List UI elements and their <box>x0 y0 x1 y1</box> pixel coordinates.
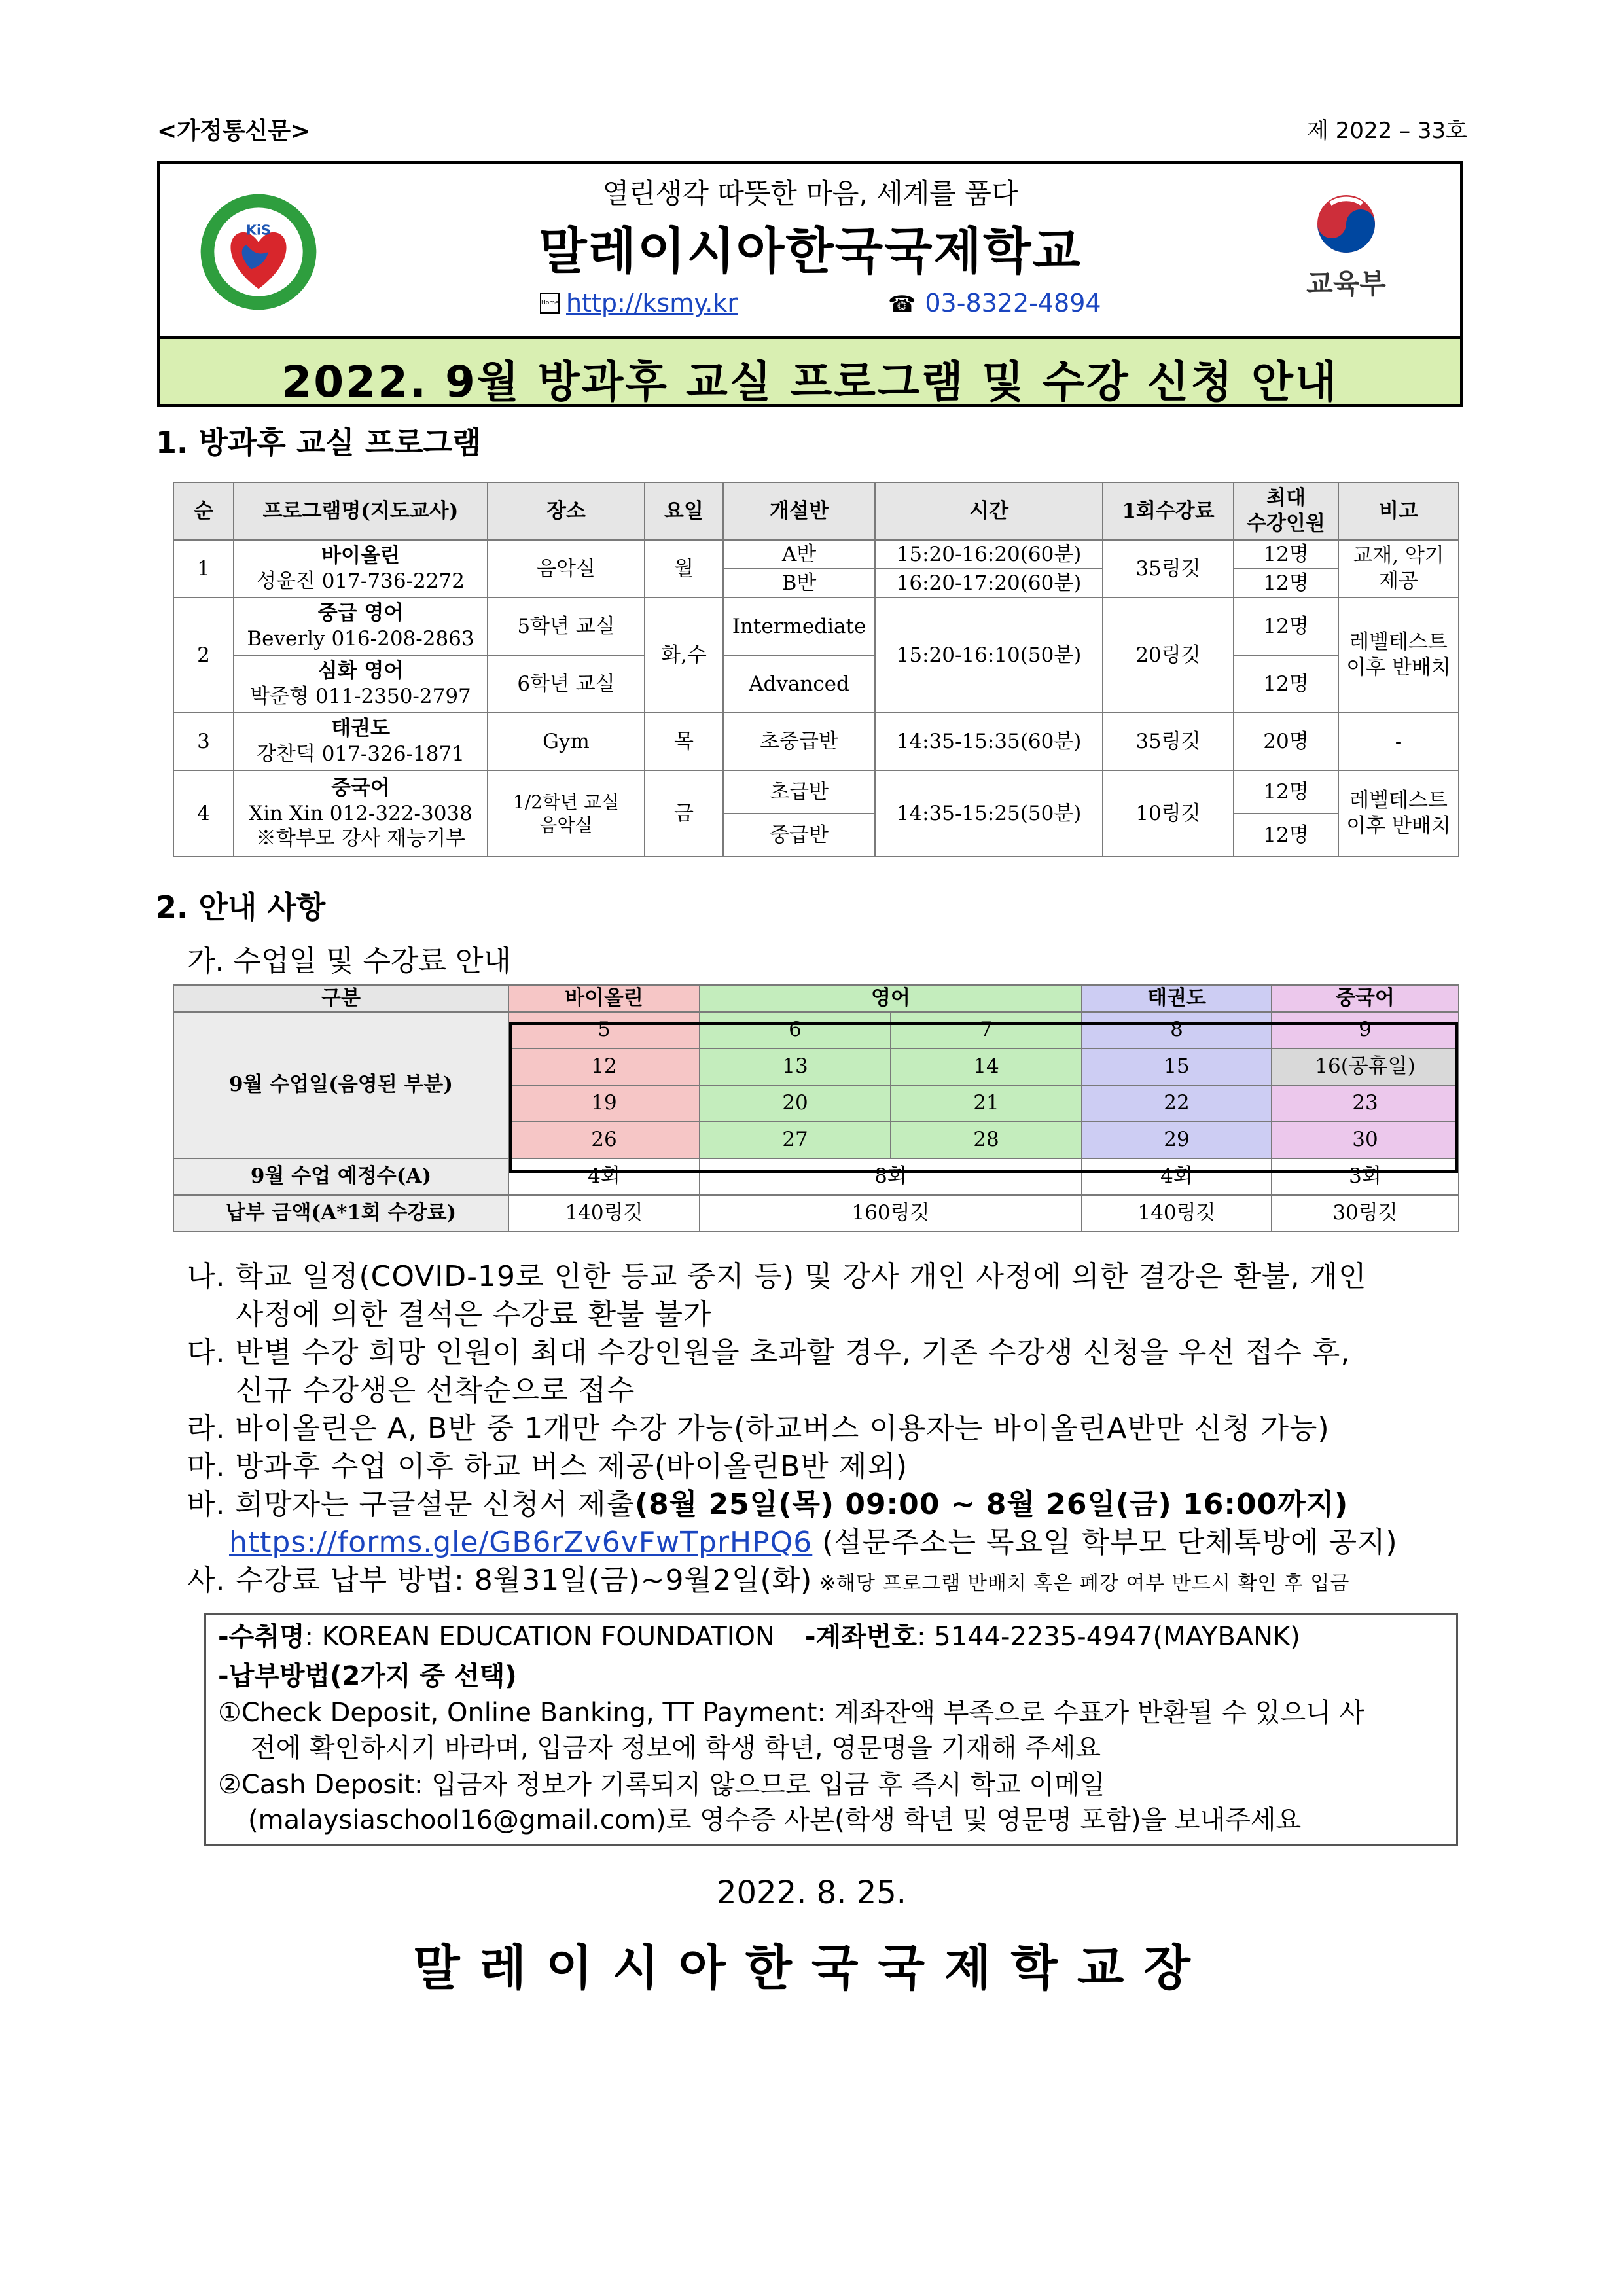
program-cell <box>234 540 488 598</box>
table-row <box>173 713 1459 770</box>
col-header-chinese: 중국어 <box>1272 985 1459 1012</box>
class-cell: 초중급반 <box>723 713 875 770</box>
google-form-link[interactable]: https://forms.gle/GB6rZv6vFwTprHPQ6 <box>229 1526 813 1559</box>
date-cell: 28 <box>891 1122 1082 1158</box>
section2-title: 2. 안내 사항 <box>156 889 326 925</box>
teacher-contact: Xin Xin 012-322-3038 <box>249 801 473 825</box>
capacity-cell: 12명 <box>1234 540 1338 569</box>
date-cell: 7 <box>891 1012 1082 1049</box>
class-cell: Advanced <box>723 655 875 713</box>
date-cell: 30 <box>1272 1122 1459 1158</box>
date-cell: 26 <box>508 1122 700 1158</box>
notice-na-2: 사정에 의한 결석은 수강료 환불 불가 <box>236 1298 712 1331</box>
row-number: 1 <box>173 540 234 598</box>
program-name: 태권도 <box>331 717 390 741</box>
phone-number-group <box>888 289 1101 317</box>
fee-cell: 35링깃 <box>1103 713 1234 770</box>
teacher-contact: 성윤진 017-736-2272 <box>257 569 465 593</box>
date-cell: 12 <box>508 1049 700 1085</box>
date-cell: 20 <box>700 1085 891 1122</box>
col-header: 개설반 <box>723 482 875 540</box>
col-header: 장소 <box>488 482 645 540</box>
col-header: 시간 <box>875 482 1103 540</box>
day-cell: 목 <box>645 713 723 770</box>
fee-cell: 30링깃 <box>1272 1195 1459 1232</box>
method-label: -납부방법(2가지 중 선택) <box>218 1661 517 1691</box>
col-header: 프로그램명(지도교사) <box>234 482 488 540</box>
table-row <box>173 540 1459 569</box>
program-cell <box>234 713 488 770</box>
teacher-contact: 강찬덕 017-326-1871 <box>257 742 465 766</box>
date-cell: 9 <box>1272 1012 1459 1049</box>
row-number: 4 <box>173 770 234 857</box>
col-header: 순 <box>173 482 234 540</box>
issue-number: 제 2022 – 33호 <box>1307 118 1467 144</box>
school-name: 말레이시아한국국제학교 <box>539 222 1082 280</box>
class-cell: 중급반 <box>723 814 875 857</box>
notice-ba-note: (설문주소는 목요일 학부모 단체톡방에 공지) <box>812 1526 1398 1559</box>
holiday-cell: 16(공휴일) <box>1272 1049 1459 1085</box>
school-logo-initials: KiS <box>246 222 271 238</box>
program-cell <box>234 770 488 857</box>
notice-sa <box>187 1562 1349 1603</box>
program-name: 심화 영어 <box>317 659 404 683</box>
place-cell: 1/2학년 교실 음악실 <box>488 770 645 857</box>
col-header: 최대 수강인원 <box>1234 482 1338 540</box>
capacity-cell: 12명 <box>1234 569 1338 598</box>
row-label: 9월 수업 예정수(A) <box>173 1158 508 1195</box>
count-cell: 4회 <box>508 1158 700 1195</box>
note-cell: 레벨테스트 이후 반배치 <box>1338 770 1459 857</box>
col-header: 1회수강료 <box>1103 482 1234 540</box>
phone-icon: ☎ <box>888 291 916 317</box>
account-value: : 5144-2235-4947(MAYBANK) <box>917 1622 1300 1652</box>
fee-cell: 10링깃 <box>1103 770 1234 857</box>
class-cell: Intermediate <box>723 598 875 655</box>
date-cell: 15 <box>1082 1049 1272 1085</box>
count-cell: 4회 <box>1082 1158 1272 1195</box>
date-cell: 5 <box>508 1012 700 1049</box>
date-cell: 14 <box>891 1049 1082 1085</box>
capacity-cell: 12명 <box>1234 770 1338 814</box>
time-cell: 14:35-15:25(50분) <box>875 770 1103 857</box>
date-cell: 6 <box>700 1012 891 1049</box>
application-period: (8월 25일(목) 09:00 ~ 8월 26일(금) 16:00까지) <box>635 1488 1349 1521</box>
letterhead-top <box>160 164 1460 339</box>
website-link[interactable]: http://ksmy.kr <box>566 289 738 317</box>
notice-na-1: 나. 학교 일정(COVID-19로 인한 등교 중지 등) 및 강사 개인 사정에 의한 결강은 환불, 개인 <box>187 1260 1367 1293</box>
main-title: 2022. 9월 방과후 교실 프로그램 및 수강 신청 안내 <box>281 357 1339 407</box>
place-cell: 6학년 교실 <box>488 655 645 713</box>
note-cell: 교재, 악기 제공 <box>1338 540 1459 598</box>
program-cell <box>234 655 488 713</box>
table-row <box>173 655 1459 713</box>
teacher-contact: Beverly 016-208-2863 <box>247 627 474 651</box>
notice-ba-link-line <box>229 1524 1398 1562</box>
payee-line <box>218 1620 1300 1654</box>
time-cell: 15:20-16:10(50분) <box>875 598 1103 713</box>
section1-title: 1. 방과후 교실 프로그램 <box>156 425 482 460</box>
subsection-ga: 가. 수업일 및 수강료 안내 <box>187 944 511 978</box>
method1-line1: ①Check Deposit, Online Banking, TT Payment: 계좌잔액 부족으로 수표가 반환될 수 있으니 사 <box>218 1698 1365 1728</box>
notice-sa-note: ※해당 프로그램 반배치 혹은 폐강 여부 반드시 확인 후 입금 <box>812 1572 1350 1595</box>
date-row <box>173 1012 1459 1049</box>
date-cell: 22 <box>1082 1085 1272 1122</box>
program-cell <box>234 598 488 655</box>
fee-cell: 140링깃 <box>1082 1195 1272 1232</box>
notice-ra: 라. 바이올린은 A, B반 중 1개만 수강 가능(하교버스 이용자는 바이올린A반만 신청 가능) <box>187 1412 1330 1445</box>
col-header-taekwondo: 태권도 <box>1082 985 1272 1012</box>
day-cell: 화,수 <box>645 598 723 713</box>
program-name: 바이올린 <box>321 544 400 568</box>
program-name: 중국어 <box>331 776 390 800</box>
time-cell: 15:20-16:20(60분) <box>875 540 1103 569</box>
count-row <box>173 1158 1459 1195</box>
place-cell: Gym <box>488 713 645 770</box>
fee-row <box>173 1195 1459 1232</box>
program-name: 중급 영어 <box>317 601 404 626</box>
slogan: 열린생각 따뜻한 마음, 세계를 품다 <box>602 177 1018 209</box>
date-cell: 29 <box>1082 1122 1272 1158</box>
row-label: 9월 수업일(음영된 부분) <box>173 1012 508 1158</box>
class-cell: B반 <box>723 569 875 598</box>
date-cell: 23 <box>1272 1085 1459 1122</box>
time-cell: 14:35-15:35(60분) <box>875 713 1103 770</box>
letterhead <box>157 161 1463 407</box>
phone-number: 03-8322-4894 <box>925 289 1101 317</box>
payment-box <box>204 1613 1458 1846</box>
place-cell: 음악실 <box>488 540 645 598</box>
teacher-note: ※학부모 강사 재능기부 <box>255 827 466 851</box>
day-cell: 금 <box>645 770 723 857</box>
capacity-cell: 12명 <box>1234 598 1338 655</box>
schedule-table <box>173 984 1459 1232</box>
method2-line2: (malaysiaschool16@gmail.com)로 영수증 사본(학생 학년 및 영문명 포함)을 보내주세요 <box>248 1805 1302 1835</box>
day-cell: 월 <box>645 540 723 598</box>
class-cell: 초급반 <box>723 770 875 814</box>
capacity-cell: 12명 <box>1234 814 1338 857</box>
col-header-violin: 바이올린 <box>508 985 700 1012</box>
program-table <box>173 482 1459 857</box>
fee-cell: 35링깃 <box>1103 540 1234 598</box>
col-header-english: 영어 <box>700 985 1082 1012</box>
principal-signature: 말레이시아한국국제학교장 <box>413 1940 1210 1996</box>
col-header: 요일 <box>645 482 723 540</box>
fee-cell: 160링깃 <box>700 1195 1082 1232</box>
capacity-cell: 20명 <box>1234 713 1338 770</box>
note-cell: - <box>1338 713 1459 770</box>
fee-cell: 20링깃 <box>1103 598 1234 713</box>
date-cell: 13 <box>700 1049 891 1085</box>
notice-ba-text: 바. 희망자는 구글설문 신청서 제출 <box>187 1488 635 1521</box>
date-cell: 27 <box>700 1122 891 1158</box>
home-icon: Home <box>540 293 560 314</box>
payee-value: : KOREAN EDUCATION FOUNDATION <box>304 1622 775 1652</box>
taegeuk-icon <box>1300 188 1392 260</box>
table-row <box>173 770 1459 814</box>
method1-line2: 전에 확인하시기 바라며, 입금자 정보에 학생 학년, 영문명을 기재해 주세요 <box>251 1733 1101 1763</box>
title-band <box>160 339 1460 407</box>
teacher-contact: 박준형 011-2350-2797 <box>250 685 471 708</box>
time-cell: 16:20-17:20(60분) <box>875 569 1103 598</box>
row-label: 납부 금액(A*1회 수강료) <box>173 1195 508 1232</box>
moe-logo <box>1300 188 1392 302</box>
note-cell: 레벨테스트 이후 반배치 <box>1338 598 1459 713</box>
class-cell: A반 <box>723 540 875 569</box>
notice-sa-text: 사. 수강료 납부 방법: 8월31일(금)~9월2일(화) <box>187 1564 813 1597</box>
row-number: 3 <box>173 713 234 770</box>
contact-row <box>540 289 1101 317</box>
notice-ma: 마. 방과후 수업 이후 하교 버스 제공(바이올린B반 제외) <box>187 1450 908 1483</box>
capacity-cell: 12명 <box>1234 655 1338 713</box>
schedule-header-row <box>173 985 1459 1012</box>
notice-da-1: 다. 반별 수강 희망 인원이 최대 수강인원을 초과할 경우, 기존 수강생 신청을 우선 접수 후, <box>187 1336 1351 1369</box>
count-cell: 8회 <box>700 1158 1082 1195</box>
date-cell: 8 <box>1082 1012 1272 1049</box>
account-label: -계좌번호 <box>804 1622 918 1652</box>
doc-type-label: <가정통신문> <box>157 118 311 145</box>
place-cell: 5학년 교실 <box>488 598 645 655</box>
method2-line1: ②Cash Deposit: 입금자 정보가 기록되지 않으므로 입금 후 즉시 학교 이메일 <box>218 1770 1105 1800</box>
count-cell: 3회 <box>1272 1158 1459 1195</box>
date-cell: 21 <box>891 1085 1082 1122</box>
table-header-row <box>173 482 1459 540</box>
col-header: 구분 <box>173 985 508 1012</box>
payee-label: -수취명 <box>218 1622 305 1652</box>
row-number: 2 <box>173 598 234 713</box>
col-header: 비고 <box>1338 482 1459 540</box>
date-cell: 19 <box>508 1085 700 1122</box>
issue-date: 2022. 8. 25. <box>716 1874 907 1911</box>
notice-da-2: 신규 수강생은 선착순으로 접수 <box>236 1374 635 1407</box>
table-row <box>173 598 1459 655</box>
fee-cell: 140링깃 <box>508 1195 700 1232</box>
moe-label: 교육부 <box>1306 268 1386 300</box>
notice-ba <box>187 1486 1348 1524</box>
